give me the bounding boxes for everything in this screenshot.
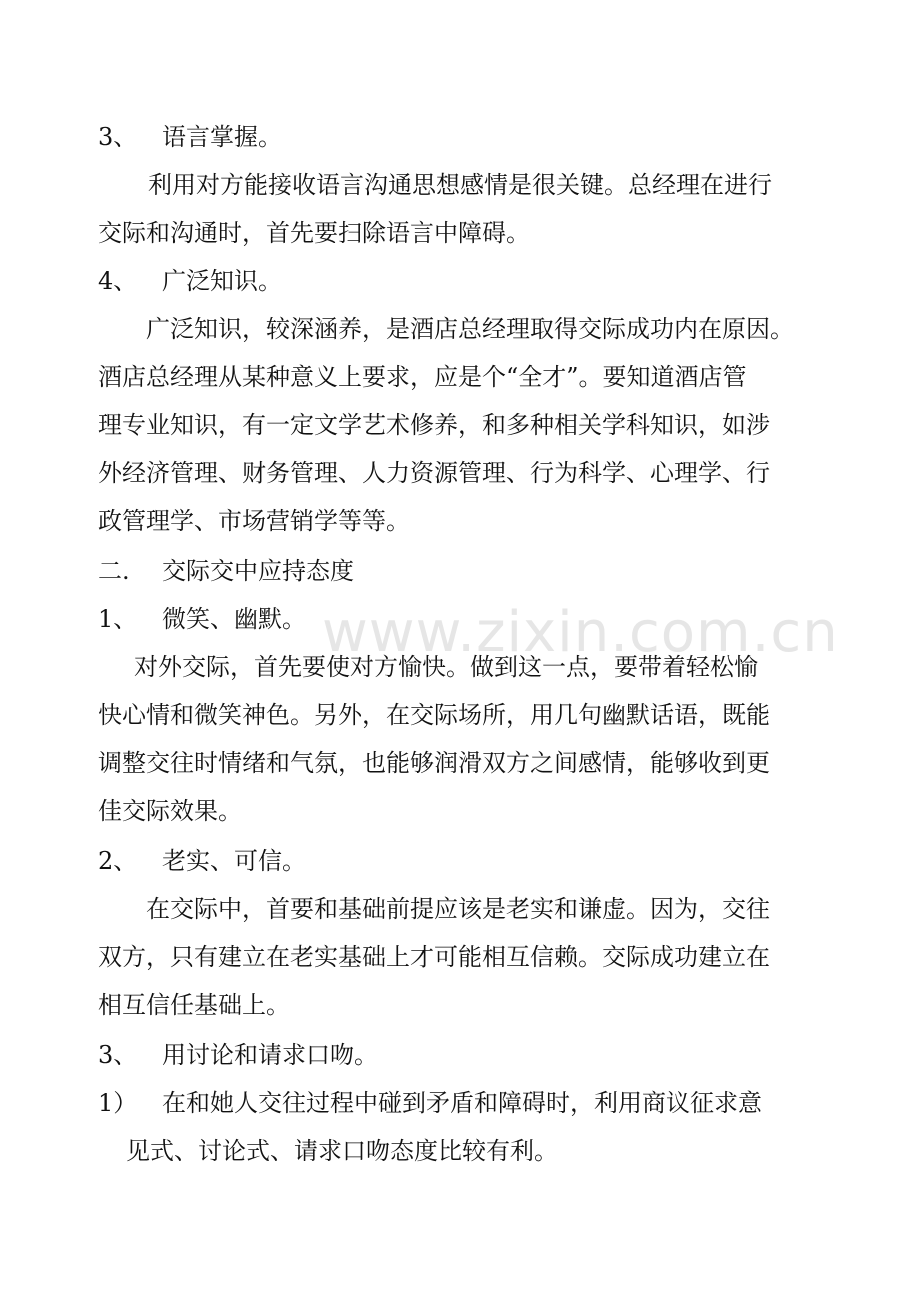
list-heading — [98, 604, 306, 634]
sub-item-text: 在和她人交往过程中碰到矛盾和障碍时，利用商议征求意 — [162, 1089, 762, 1117]
paragraph-line: 相互信任基础上。 — [98, 991, 290, 1019]
list-heading — [98, 266, 282, 296]
paragraph-line: 政管理学、市场营销学等等。 — [98, 507, 410, 535]
item-title: 微笑、幽默。 — [162, 605, 306, 633]
item-number: 4、 — [98, 267, 138, 295]
item-title: 用讨论和请求口吻。 — [162, 1041, 378, 1069]
item-number: 2、 — [98, 847, 138, 875]
item-number: 3、 — [98, 1041, 138, 1069]
paragraph-line: 调整交往时情绪和气氛，也能够润滑双方之间感情，能够收到更 — [98, 749, 770, 777]
paragraph-line: 快心情和微笑神色。另外，在交际场所，用几句幽默话语，既能 — [98, 701, 770, 729]
item-number: 3、 — [98, 123, 138, 151]
paragraph-line: 利用对方能接收语言沟通思想感情是很关键。总经理在进行 — [148, 171, 772, 199]
paragraph-line: 理专业知识，有一定文学艺术修养，和多种相关学科知识，如涉 — [98, 411, 770, 439]
paragraph-line: 交际和沟通时，首先要扫除语言中障碍。 — [98, 219, 530, 247]
watermark: www.zixin.com.cn — [322, 600, 839, 665]
paragraph-line: 见式、讨论式、请求口吻态度比较有利。 — [126, 1137, 558, 1165]
list-heading — [98, 846, 306, 876]
section-title: 交际交中应持态度 — [162, 557, 354, 585]
sub-item-number: 1） — [98, 1089, 138, 1117]
item-title: 广泛知识。 — [162, 267, 282, 295]
paragraph-line: 广泛知识，较深涵养，是酒店总经理取得交际成功内在原因。 — [146, 315, 794, 343]
section-number: 二. — [98, 557, 130, 585]
item-number: 1、 — [98, 605, 138, 633]
paragraph-line: 酒店总经理从某种意义上要求，应是个“全才”。要知道酒店管 — [98, 363, 747, 391]
paragraph-line: 外经济管理、财务管理、人力资源管理、行为科学、心理学、行 — [98, 459, 770, 487]
list-heading — [98, 122, 282, 152]
list-heading — [98, 1040, 378, 1070]
sub-item — [98, 1088, 762, 1118]
paragraph-line: 双方，只有建立在老实基础上才可能相互信赖。交际成功建立在 — [98, 943, 770, 971]
section-heading — [98, 556, 354, 586]
paragraph-line: 对外交际，首先要使对方愉快。做到这一点，要带着轻松愉 — [134, 653, 758, 681]
item-title: 语言掌握。 — [162, 123, 282, 151]
paragraph-line: 佳交际效果。 — [98, 797, 242, 825]
item-title: 老实、可信。 — [162, 847, 306, 875]
paragraph-line: 在交际中，首要和基础前提应该是老实和谦虚。因为，交往 — [146, 895, 770, 923]
